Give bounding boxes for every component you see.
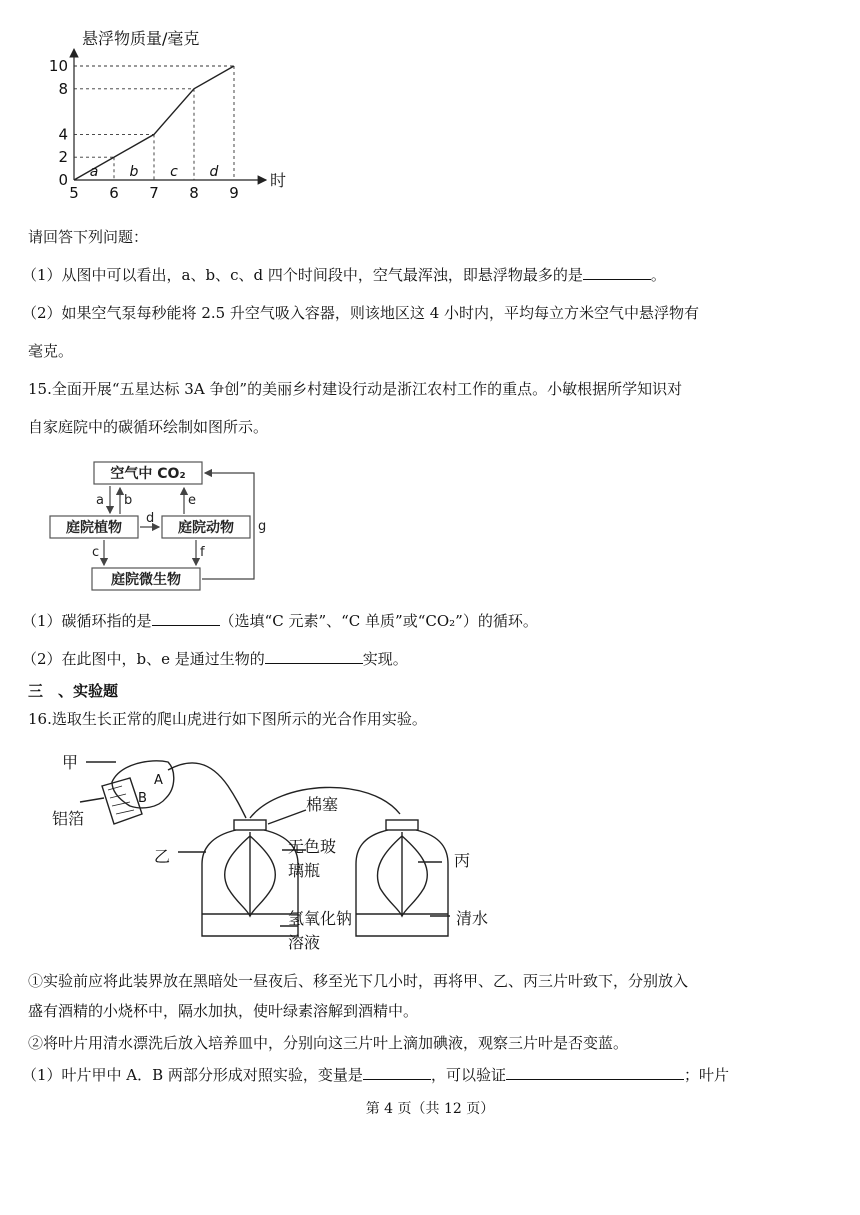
x-tick-label: 9	[229, 184, 239, 202]
q15-line1: 15.全面开展“五星达标 3A 争创”的美丽乡村建设行动是浙江农村工作的重点。小敏根据所学知识对	[28, 380, 683, 398]
label-cotton: 棉塞	[306, 795, 339, 814]
segment-label: a	[89, 164, 99, 180]
q14-1-end: 。	[650, 266, 666, 284]
label-A: A	[154, 773, 163, 788]
q16-1-mid: ，可以验证	[430, 1066, 506, 1084]
q15-2	[22, 648, 408, 669]
x-tick-label: 5	[69, 184, 79, 202]
label-bing: 丙	[454, 851, 471, 870]
label-d: d	[146, 511, 155, 526]
step1-line2: 盛有酒精的小烧杯中，隔水加执，使叶绿素溶解到酒精中。	[28, 1002, 419, 1020]
segment-label: d	[209, 164, 219, 180]
y-tick-label: 4	[58, 125, 68, 144]
section-heading: 三 、实验题	[28, 682, 119, 700]
q16-1	[22, 1064, 729, 1085]
carbon-cycle-diagram	[44, 458, 267, 592]
cotton-plug-left	[234, 820, 266, 830]
q14-2-cont: 毫克。	[28, 342, 74, 360]
q15-2-rest: 实现。	[362, 650, 408, 668]
segment-label: c	[170, 164, 178, 180]
q15-1-text: （1）碳循环指的是	[22, 612, 152, 630]
answer-blank[interactable]	[152, 611, 220, 626]
y-axis-title: 悬浮物质量/毫克	[82, 29, 200, 48]
box-animal-label: 庭院动物	[178, 520, 234, 536]
box-microbe-label: 庭院微生物	[111, 572, 181, 588]
q15-1-rest: （选填“C 元素”、“C 单质”或“CO₂”）的循环。	[219, 612, 538, 630]
label-bottle: 无色玻	[288, 837, 337, 856]
label-f: f	[200, 545, 205, 560]
q14-1-text: （1）从图中可以看出，a、b、c、d 四个时间段中，空气最浑浊，即悬浮物最多的是	[22, 266, 583, 284]
q15-2-text: （2）在此图中，b、e 是通过生物的	[22, 650, 265, 668]
segment-label: b	[129, 164, 139, 180]
label-foil: 铝箔	[52, 809, 85, 828]
y-tick-label: 10	[48, 57, 68, 75]
q16-1-text: （1）叶片甲中 A．B 两部分形成对照实验，变量是	[22, 1066, 363, 1084]
y-tick-label: 0	[58, 171, 68, 189]
answer-blank[interactable]	[506, 1065, 684, 1080]
answer-blank[interactable]	[265, 649, 363, 664]
label-c: c	[92, 545, 100, 560]
stem	[168, 763, 246, 818]
label-bottle-2: 璃瓶	[288, 861, 321, 880]
label-B: B	[138, 791, 147, 806]
label-water: 清水	[456, 909, 489, 928]
label-jia: 甲	[62, 753, 79, 772]
label-g: g	[258, 519, 267, 534]
x-tick-label: 7	[149, 184, 159, 202]
q14-2: （2）如果空气泵每秒能将 2.5 升空气吸入容器，则该地区这 4 小时内，平均每立方米空气中悬浮物有	[22, 304, 700, 322]
q15-line2: 自家庭院中的碳循环绘制如图所示。	[28, 418, 269, 436]
q15-1	[22, 610, 538, 631]
x-axis-title: 时	[270, 171, 287, 190]
cotton-plug-right	[386, 820, 418, 830]
step2-text: ②将叶片用清水漂洗后放入培养皿中，分别向这三片叶上滴加碘液，观察三片叶是否变蓝。	[28, 1034, 629, 1052]
label-naoh-2: 溶液	[288, 933, 321, 952]
label-b: b	[124, 493, 133, 508]
label-a: a	[96, 493, 104, 508]
data-line	[74, 66, 234, 180]
box-air-label: 空气中 CO₂	[110, 466, 186, 482]
q16-intro: 16.选取生长正常的爬山虎进行如下图所示的光合作用实验。	[28, 710, 427, 728]
page-footer: 第 4 页（共 12 页）	[365, 1101, 495, 1117]
y-tick-label: 8	[58, 79, 68, 98]
label-naoh: 氢氧化钠	[288, 909, 353, 928]
y-tick-label: 2	[58, 148, 68, 167]
box-plant-label: 庭院植物	[66, 520, 122, 536]
label-e: e	[188, 493, 196, 508]
x-tick-label: 8	[189, 184, 199, 202]
q16-1-end: ；叶片	[683, 1066, 729, 1084]
answer-blank[interactable]	[363, 1065, 431, 1080]
intro-text: 请回答下列问题：	[28, 228, 149, 246]
label-yi: 乙	[154, 847, 171, 866]
step1-line1: ①实验前应将此装界放在黑暗处一昼夜后、移至光下几小时，再将甲、乙、丙三片叶致下，分别放入	[28, 972, 689, 990]
q14-1	[22, 264, 666, 285]
answer-blank[interactable]	[583, 265, 651, 280]
x-tick-label: 6	[109, 184, 119, 202]
suspended-matter-chart	[40, 28, 290, 210]
photosynthesis-experiment-diagram	[50, 740, 510, 960]
